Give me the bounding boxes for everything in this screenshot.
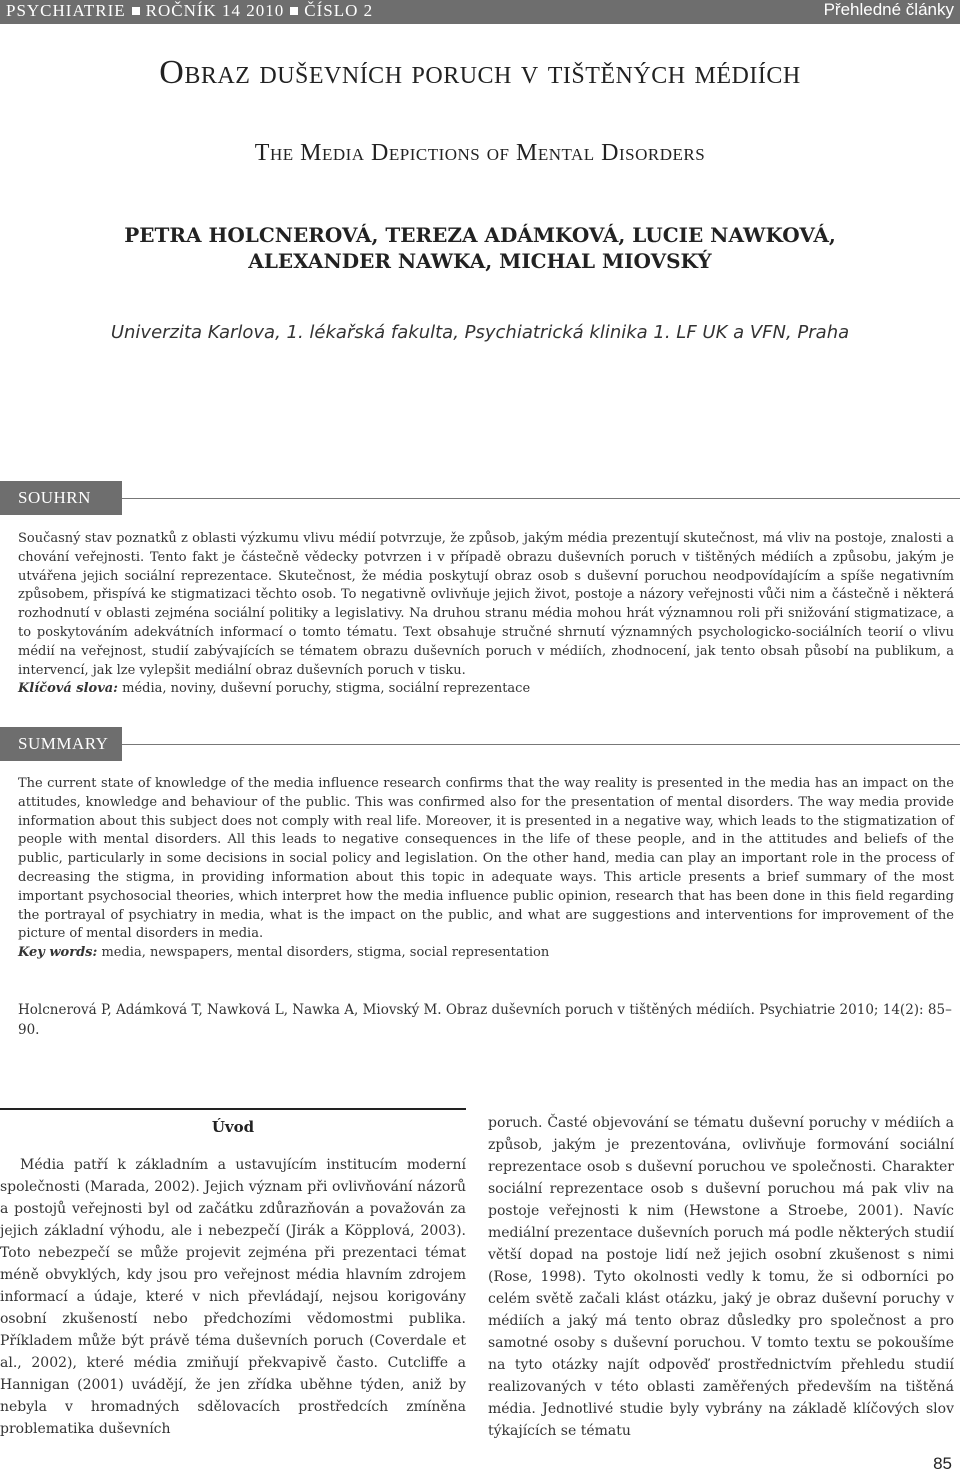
keywords-value: média, noviny, duševní poruchy, stigma, sociální reprezentace (122, 681, 531, 697)
journal-running-head (6, 1, 373, 21)
summary-text: The current state of knowledge of the media influence research confirms that the way reality is presented in the media has an impact on the attitudes, knowledge and behaviour of the public. This was confirmed also for the presentation of mental disorders. The way media provide information about this subject does not comply with real life. Moreover, it is presented in a negative way, which leads to the stigmatization of people with mental disorders. All this leads to negative consequences in the life of these people, and in the attitudes and beliefs of the public, particularly in some decisions in social policy and legislation. On the other hand, media can play an important role in the process of decreasing the stigma, in providing information about this topic in adequate ways. This article presents a brief summary of the most important psychosocial theories, which interpret how the media influence public opinion, research that has been done in this field regarding the portrayal of psychiatry in media, what is the impact on the public, and what are suggestions and interventions for improvement of the picture of mental disorders in media. (18, 776, 954, 942)
intro-heading: Úvod (211, 1118, 255, 1136)
keywords-label: Klíčová slova: (18, 681, 118, 697)
column-rule (0, 1108, 466, 1110)
keywords-value: media, newspapers, mental disorders, stigma, social representation (101, 945, 550, 961)
souhrn-text: Současný stav poznatků z oblasti výzkumu vlivu médií potvrzuje, že způsob, jakým média prezentují skutečnost, má vliv na postoje, znalosti a chování veřejnosti. Tento fakt je částečně vědecky potvrzen i v případě obrazu duševních poruch v tištěných médiích a způsobu, jakým je utvářena jejich sociální reprezentace. Skutečnost, že média poskytují obraz osob s duševní poruchou neodpovídajícím a spíše negativním způsobem, přispívá ke stigmatizaci těchto osob. To negativně ovlivňuje jejich život, postoje a názory veřejnosti vůči nim a částečně i některá rozhodnutí v oblasti zejména sociální politiky a legislativy. Na druhou stranu média mohou hrát významnou roli při snižování stigmatizace, a to poskytováním adekvátních informací o tomto tématu. Text obsahuje stručné shrnutí významných psychologicko-sociálních teorií o vlivu médií na veřejnost, studií zabývajících se tématem obrazu duševních poruch v médiích, zhodnocení, jak tento obsah působí na publikum, a intervencí, jak lze vylepšit mediální obraz duševních poruch v tisku. (18, 531, 954, 678)
section-label: Přehledné články (823, 0, 954, 19)
author-line: PETRA HOLCNEROVÁ, TEREZA ADÁMKOVÁ, LUCIE NAWKOVÁ, (124, 223, 836, 247)
journal-name: PSYCHIATRIE (6, 1, 126, 20)
souhrn-heading: SOUHRN (0, 481, 122, 515)
square-separator-icon (290, 7, 298, 15)
souhrn-abstract (18, 530, 954, 699)
journal-volume: ROČNÍK 14 (145, 1, 242, 20)
summary-heading: SUMMARY (0, 727, 122, 761)
souhrn-divider (0, 498, 960, 499)
intro-left-column: Média patří k základním a ustavujícím institucím moderní společnosti (Marada, 2002). Jejich význam při ovlivňování názorů a postojů veřejnosti byl od začátku zdůrazňován a považován za jejich základní výhodu, ale i nebezpečí (Jirák a Köpplová, 2003). Toto nebezpečí se může projevit zejména při prezentaci témat méně obvyklých, kdy jsou pro veřejnost média hlavním zdrojem informací a údaje, které v nich převládají, nejsou korigovány osobní zkušeností nebo předchozími vědomostmi publika. Příkladem může být právě téma duševních poruch (Coverdale et al., 2002), které média zmiňují překvapivě často. Cutcliffe a Hannigan (2001) uvádějí, že jen zřídka uběhne týden, aniž by nebyla v hromadných sdělovacích prostředcích zmíněna problematika duševních (0, 1157, 466, 1437)
author-line: ALEXANDER NAWKA, MICHAL MIOVSKÝ (248, 249, 712, 273)
keywords-label: Key words: (18, 945, 98, 961)
article-title-english: The Media Depictions of Mental Disorders (254, 140, 706, 166)
summary-divider (0, 744, 960, 745)
square-separator-icon (132, 7, 140, 15)
author-list (0, 222, 960, 274)
citation: Holcnerová P, Adámková T, Nawková L, Nawka A, Miovský M. Obraz duševních poruch v tištěných médiích. Psychiatrie 2010; 14(2): 85–90. (18, 1002, 952, 1038)
summary-abstract (18, 775, 954, 963)
article-title-czech: Obraz duševních poruch v tištěných médiích (159, 54, 801, 91)
page-number: 85 (933, 1454, 952, 1473)
journal-issue: ČÍSLO 2 (304, 1, 374, 20)
journal-year: 2010 (246, 1, 285, 20)
affiliation: Univerzita Karlova, 1. lékařská fakulta, Psychiatrická klinika 1. LF UK a VFN, Praha (110, 322, 850, 343)
intro-right-column: poruch. Časté objevování se tématu duševní poruchy v médiích a způsob, jakým je prezentována, ovlivňuje formování sociální reprezentace osob s duševní poruchou ve společnosti. Charakter sociální reprezentace osob s duševní poruchou má pak vliv na postoje veřejnosti k nim (Hewstone a Stroebe, 2001). Navíc mediální prezentace duševních poruch má podle některých studií větší dopad na postoje lidí než jejich osobní zkušenost s nimi (Rose, 1998). Tyto okolnosti vedly k tomu, že si odborníci po celém světě začali klást otázku, jaký je obraz duševní poruchy v médiích a jaký má tento obraz důsledky pro společnost a pro samotné osoby s duševní poruchou. V tomto textu se pokoušíme na tyto otázky najít odpověď prostřednictvím přehledu studií realizovaných v této oblasti zaměřených především na tištěná média. Jednotlivé studie byly vybrány na základě klíčových slov týkajících se tématu (488, 1115, 954, 1439)
